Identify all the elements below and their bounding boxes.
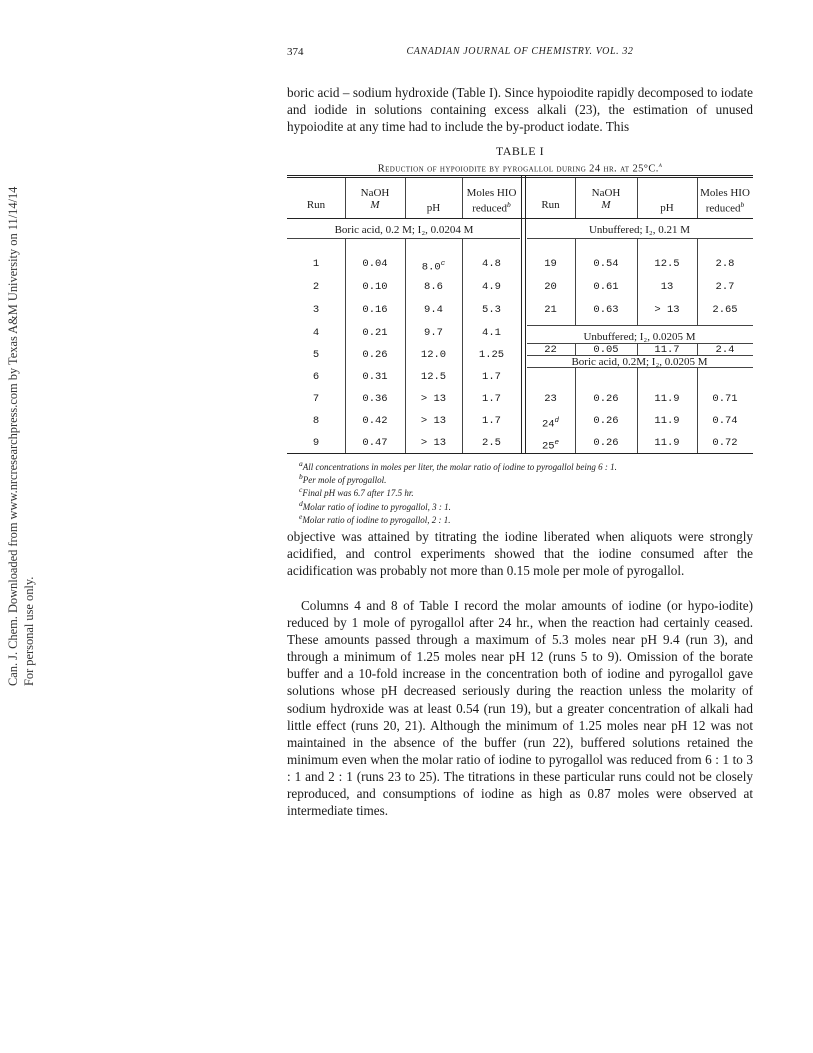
left-row-4-run: 4	[312, 327, 320, 339]
footnote-d	[299, 499, 759, 512]
right-s2-row-1-naoh: 0.05	[593, 344, 619, 356]
download-notice	[4, 186, 46, 690]
left-row-2-ph: 8.6	[424, 281, 443, 293]
right-s3-row-2-naoh: 0.26	[593, 415, 619, 427]
left-row-9-naoh: 0.47	[362, 437, 388, 449]
left-row-2-moles: 4.9	[482, 281, 501, 293]
right-s3-row-1-run: 23	[544, 393, 557, 405]
left-row-1-moles: 4.8	[482, 258, 501, 270]
header-bottom-rule	[287, 218, 753, 219]
left-row-7-run: 7	[312, 393, 320, 405]
right-s1-row-1-ph: 12.5	[654, 258, 680, 270]
left-row-6-run: 6	[312, 371, 320, 383]
left-row-4-naoh: 0.21	[362, 327, 388, 339]
left-row-5-naoh: 0.26	[362, 349, 388, 361]
right-s3-row-3-run-sup: e	[554, 439, 560, 447]
right-s1-row-3-naoh: 0.63	[593, 304, 619, 316]
left-section-rule	[287, 238, 520, 239]
footnote-mark-a: a	[299, 459, 303, 468]
right-section-header-3: Boric acid, 0.2M; I₂, 0.0205 M	[571, 356, 708, 368]
left-section-header: Boric acid, 0.2 M; I₂, 0.0204 M	[334, 224, 474, 236]
right-s1-row-3-moles: 2.65	[712, 304, 738, 316]
page-header	[287, 46, 753, 62]
left-row-1-naoh: 0.04	[362, 258, 388, 270]
table-bottom-rule	[287, 453, 753, 454]
left-row-6-ph: 12.5	[420, 371, 447, 383]
right-s1-row-2-run: 20	[544, 281, 557, 293]
table-caption-sup: a	[658, 160, 663, 169]
left-row-5-moles: 1.25	[478, 349, 505, 361]
right-s3-row-1-naoh: 0.26	[593, 393, 619, 405]
right-s1-row-2-moles: 2.7	[715, 281, 735, 293]
right-s3-row-2-run: 24$^d$	[541, 417, 560, 431]
hdr-run-left: Run	[306, 199, 326, 211]
right-s3-row-3-moles: 0.72	[712, 437, 738, 449]
left-row-5-run: 5	[312, 349, 320, 361]
table-footnotes	[299, 459, 759, 525]
right-section-header-1: Unbuffered; I₂, 0.21 M	[588, 224, 691, 236]
left-row-2-naoh: 0.10	[362, 281, 388, 293]
left-row-9-run: 9	[312, 437, 320, 449]
left-row-3-ph: 9.4	[424, 304, 443, 316]
data-table	[287, 175, 753, 455]
hdr-moles-right: Moles HIO	[700, 187, 750, 199]
hdr-reduced-left	[462, 199, 521, 215]
left-row-6-moles: 1.7	[482, 371, 501, 383]
right-s3-row-1-ph: 11.9	[654, 393, 680, 405]
paragraph-1: boric acid – sodium hydroxide (Table I). Since hypoiodite rapidly decomposed to iodate and iodide in solutions containing excess alkali (23), the estimation of unused hypoiodite at any time had to include the by-product iodate. This	[287, 85, 753, 135]
left-row-8-run: 8	[312, 415, 320, 427]
hdr-m-left	[345, 199, 405, 212]
footnote-mark-e: e	[299, 511, 303, 521]
footnote-mark-c: c	[299, 485, 303, 495]
table-label: TABLE I	[495, 144, 545, 158]
right-s1-row-2-naoh: 0.61	[593, 281, 619, 293]
table-top-rule-2	[287, 177, 753, 178]
left-row-9-ph: > 13	[420, 437, 447, 449]
left-row-3-run: 3	[312, 304, 320, 316]
left-row-3-moles: 5.3	[482, 304, 501, 316]
right-s3-row-1-moles: 0.71	[712, 393, 738, 405]
table-caption	[287, 160, 753, 175]
table-top-rule	[287, 175, 753, 176]
left-row-3-naoh: 0.16	[362, 304, 388, 316]
left-row-1-run: 1	[312, 258, 320, 270]
footnote-text-e: Molar ratio of iodine to pyrogallol, 2 : 1.	[302, 514, 451, 525]
left-row-7-moles: 1.7	[482, 393, 501, 405]
hdr-reduced-left-sup: b	[507, 200, 511, 209]
right-s3-row-2-run-sup: d	[554, 417, 560, 425]
footnote-c	[299, 485, 759, 498]
footnote-text-d: Molar ratio of iodine to pyrogallol, 3 : 1.	[302, 501, 451, 512]
hdr-reduced-right-sup: b	[740, 200, 745, 209]
footnote-text-b: Per mole of pyrogallol.	[302, 475, 387, 486]
right-s2-row-1-run: 22	[544, 344, 557, 356]
left-row-1-ph-sup: c	[440, 260, 446, 268]
footnote-mark-d: d	[299, 498, 303, 508]
right-s3-row-3-run: 25e	[541, 439, 560, 453]
hdr-naoh-right: NaOH	[591, 187, 621, 199]
right-s1-row-2-ph: 13	[660, 281, 674, 293]
right-section-rule-2a	[527, 325, 753, 326]
paragraph-2: objective was attained by titrating the iodine liberated when aliquots were strongly acidified, and control experiments showed that the iodine consumed after the acidification was probably not more than 0.15 mole per mole of pyrogallol.	[287, 529, 753, 579]
left-row-7-ph: > 13	[420, 393, 447, 405]
left-row-1-ph: 8.0$^c$	[421, 260, 446, 274]
hdr-reduced-right-text: reduced	[705, 202, 741, 215]
right-s2-row-1-ph: 11.7	[654, 344, 680, 356]
right-s1-row-1-moles: 2.8	[715, 258, 735, 270]
hdr-moles-left: Moles HIO	[466, 187, 517, 199]
footnote-a	[299, 459, 759, 472]
left-row-8-naoh: 0.42	[362, 415, 388, 427]
paragraph-3: Columns 4 and 8 of Table I record the molar amounts of iodine (or hypo-iodite) reduced by 1 mole of pyrogallol after 24 hr., when the reaction had certainly ceased. These amounts passed through a maximum of 5.3 moles near pH 9.4 (run 3), and through a minimum of 1.25 moles near pH 12 (runs 5 to 9). Omission of the borate buffer and a 10-fold increase in the concentration both of iodine and pyrogallol gave solutions whose pH decreased seriously during the reaction unless the molarity of sodium hydroxide was at least 0.54 (run 19), but a greater concentration of alkali had little effect (runs 20, 21). Although the minimum of 1.25 moles near pH 12 was not maintained in the absence of the buffer (run 22), buffered solutions retained the minimum even when the molar ratio of iodine to pyrogallol was reduced from 6 : 1 to 3 : 1 and 2 : 1 (runs 23 to 25). The titrations in these particular runs could not be closely reproduced, and consumptions of iodine as high as 0.87 moles were observed at intermediate times.	[287, 598, 753, 819]
right-s3-row-3-ph: 11.9	[654, 437, 680, 449]
left-row-8-moles: 1.7	[482, 415, 501, 427]
footnote-e	[299, 512, 759, 525]
right-section-rule-1	[527, 238, 753, 239]
footnote-mark-b: b	[299, 472, 303, 482]
footnote-text-c: Final pH was 6.7 after 17.5 hr.	[302, 488, 414, 499]
hdr-reduced-left-text: reduced	[472, 202, 508, 215]
hdr-m-right-text: M	[601, 199, 611, 211]
right-s3-row-2-ph: 11.9	[654, 415, 680, 427]
left-row-6-naoh: 0.31	[362, 371, 388, 383]
hdr-m-left-text: M	[370, 199, 380, 211]
running-title: CANADIAN JOURNAL OF CHEMISTRY. VOL. 32	[406, 46, 634, 57]
hdr-ph-right: pH	[660, 202, 674, 214]
right-s1-row-3-ph: > 13	[654, 304, 680, 316]
footnote-b	[299, 472, 759, 485]
left-row-7-naoh: 0.36	[362, 393, 388, 405]
hdr-naoh-left: NaOH	[360, 187, 390, 199]
table-divider-a	[521, 175, 522, 454]
hdr-reduced-right	[697, 199, 753, 215]
right-s3-row-3-naoh: 0.26	[593, 437, 619, 449]
right-s2-row-1-moles: 2.4	[715, 344, 735, 356]
left-row-4-moles: 4.1	[482, 327, 501, 339]
left-row-4-ph: 9.7	[424, 327, 443, 339]
left-row-2-run: 2	[312, 281, 320, 293]
right-s1-row-1-run: 19	[544, 258, 557, 270]
right-s1-row-3-run: 21	[544, 304, 557, 316]
table-caption-text: Reduction of hypoiodite by pyrogallol during 24 hr. at 25°C.	[377, 163, 659, 175]
download-notice-line1: Can. J. Chem. Downloaded from www.nrcresearchpress.com by Texas A&M University on 11/14/14	[6, 186, 20, 686]
left-row-9-moles: 2.5	[482, 437, 501, 449]
left-row-8-ph: > 13	[420, 415, 447, 427]
hdr-ph-left: pH	[426, 202, 441, 214]
right-s1-row-1-naoh: 0.54	[593, 258, 619, 270]
hdr-run-right: Run	[541, 199, 560, 211]
left-row-5-ph: 12.0	[420, 349, 447, 361]
page-number: 374	[287, 46, 304, 58]
footnote-text-a: All concentrations in moles per liter, the molar ratio of iodine to pyrogallol being 6 : 1.	[302, 462, 617, 472]
right-s3-row-2-moles: 0.74	[712, 415, 738, 427]
download-notice-line2: For personal use only.	[22, 576, 36, 686]
right-section-header-2: Unbuffered; I₂, 0.0205 M	[583, 331, 696, 343]
hdr-m-right	[575, 199, 637, 212]
